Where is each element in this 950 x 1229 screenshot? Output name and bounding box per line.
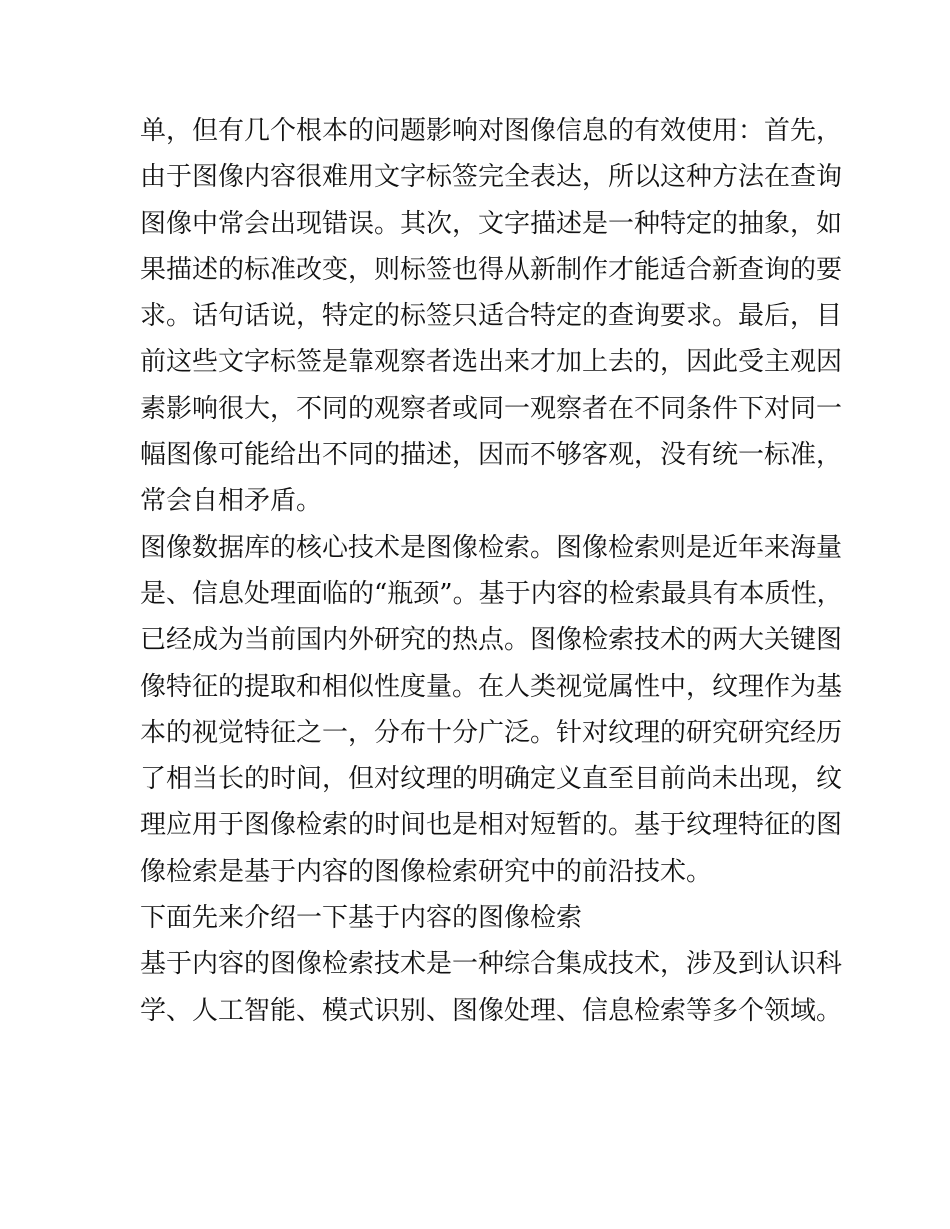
text-line: 由于图像内容很难用文字标签完全表达，所以这种方法在查询 bbox=[140, 162, 843, 193]
text-line: 求。话句话说，特定的标签只适合特定的查询要求。最后，目 bbox=[140, 301, 843, 332]
text-line: 常会自相矛盾。 bbox=[140, 486, 323, 517]
text-line: 像检索是基于内容的图像检索研究中的前沿技术。 bbox=[140, 856, 713, 887]
text-line: 图像中常会出现错误。其次，文字描述是一种特定的抽象，如 bbox=[140, 208, 843, 239]
text-line: 单，但有几个根本的问题影响对图像信息的有效使用：首先， bbox=[140, 116, 843, 146]
text-line: 素影响很大，不同的观察者或同一观察者在不同条件下对同一 bbox=[140, 393, 843, 424]
text-line: 是、信息处理面临的“瓶颈”。基于内容的检索最具有本质性， bbox=[140, 578, 843, 609]
text-line: 幅图像可能给出不同的描述，因而不够客观，没有统一标准， bbox=[140, 440, 843, 471]
text-line: 本的视觉特征之一，分布十分广泛。针对纹理的研究研究经历 bbox=[140, 717, 843, 748]
text-line: 图像数据库的核心技术是图像检索。图像检索则是近年来海量 bbox=[140, 532, 843, 563]
text-line: 基于内容的图像检索技术是一种综合集成技术，涉及到认识科 bbox=[140, 949, 843, 980]
text-line: 前这些文字标签是靠观察者选出来才加上去的，因此受主观因 bbox=[140, 347, 843, 378]
text-line: 学、人工智能、模式识别、图像处理、信息检索等多个领域。 bbox=[140, 995, 843, 1026]
text-line: 已经成为当前国内外研究的热点。图像检索技术的两大关键图 bbox=[140, 625, 843, 656]
text-line: 像特征的提取和相似性度量。在人类视觉属性中，纹理作为基 bbox=[140, 671, 843, 702]
text-line: 理应用于图像检索的时间也是相对短暂的。基于纹理特征的图 bbox=[140, 810, 843, 841]
text-line: 下面先来介绍一下基于内容的图像检索 bbox=[140, 903, 583, 934]
text-line: 了相当长的时间，但对纹理的明确定义直至目前尚未出现，纹 bbox=[140, 764, 843, 795]
text-line: 果描述的标准改变，则标签也得从新制作才能适合新查询的要 bbox=[140, 254, 843, 285]
body-text bbox=[140, 108, 843, 1034]
